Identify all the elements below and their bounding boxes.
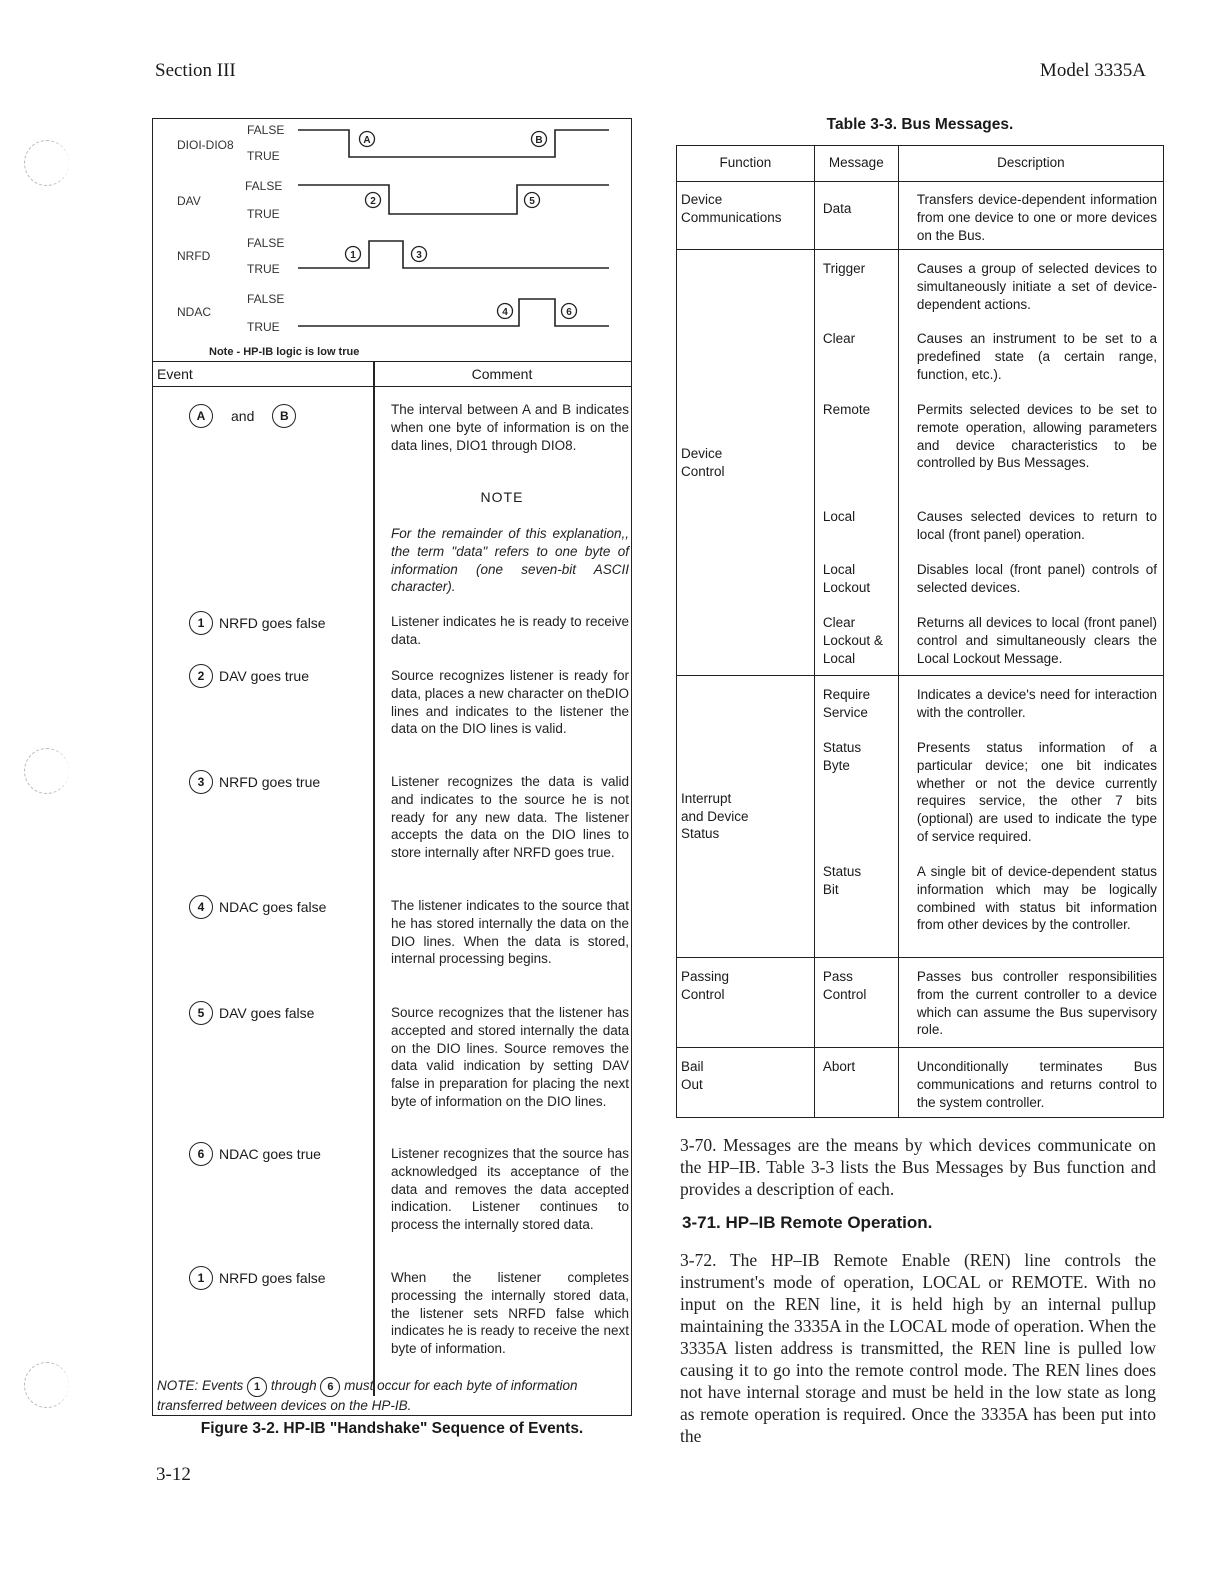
- message-cell: Trigger: [822, 261, 866, 276]
- event-label: NDAC goes false: [219, 899, 327, 915]
- event-comment: The interval between A and B indicates when one byte of information is on the data lines, DIO1 through DIO8.: [391, 402, 629, 453]
- event-label: NRFD goes false: [219, 615, 326, 631]
- description-cell: Indicates a device's need for interaction with the controller.: [916, 687, 1157, 720]
- marker-icon: 5: [189, 1001, 213, 1025]
- event-5: [189, 1001, 314, 1025]
- table-row: [677, 676, 1164, 958]
- message-cell: Data: [822, 201, 852, 216]
- event-label: NRFD goes true: [219, 774, 321, 790]
- punch-hole-mark: [24, 1362, 69, 1408]
- dav-waveform: [298, 185, 609, 214]
- marker-icon: 3: [189, 770, 213, 794]
- paragraph-3-70: 3-70. Messages are the means by which devices communicate on the HP–IB. Table 3-3 lists the Bus Messages by Bus function and provides a description of each.: [680, 1135, 1156, 1199]
- description-cell: Causes selected devices to return to local (front panel) operation.: [916, 509, 1157, 542]
- state-false-label: FALSE: [247, 292, 285, 306]
- marker-icon: 1: [189, 1266, 213, 1290]
- svg-text:B: B: [535, 135, 543, 146]
- message-cell: Remote: [822, 402, 871, 417]
- figure-footnote: [157, 1377, 627, 1415]
- ndac-waveform: [298, 299, 609, 326]
- table-title: Table 3-3. Bus Messages.: [826, 116, 1014, 133]
- table-row: [677, 958, 1164, 1048]
- event-comment: Source recognizes listener is ready for data, places a new character on theDIO lines and indicates to the listener the data on the DIO lines is valid.: [391, 668, 629, 737]
- event-label: DAV goes false: [219, 1005, 315, 1021]
- message-cell: Abort: [822, 1059, 856, 1074]
- message-cell: Pass Control: [822, 969, 867, 1002]
- state-true-label: TRUE: [247, 149, 280, 163]
- event-comment: Source recognizes that the listener has accepted and stored internally the data on the DIO lines. Source removes the data valid indication by setting DAV false in preparation for placing the next byte of information on the DIO lines.: [391, 1005, 629, 1109]
- punch-hole-mark: [24, 140, 69, 186]
- function-cell: Device Communications: [677, 182, 815, 250]
- message-cell: Status Byte: [822, 740, 862, 773]
- col-header-event: Event: [153, 361, 373, 387]
- paragraph-3-72: 3-72. The HP–IB Remote Enable (REN) line controls the instrument's mode of operation, LOCAL or REMOTE. With no input on the REN line, it is held high by an internal pullup maintaining the 3335A in the LOCAL mode of operation. When the 3335A listen address is transmitted, the REN line is pulled low causing it to go into the remote control mode. The REN lines does not have internal storage and must be held in the low state as long as remote operation is required. Once the 3335A has been put into the: [680, 1250, 1156, 1446]
- event-1-repeat: [189, 1266, 326, 1290]
- nrfd-waveform: [298, 241, 609, 268]
- marker-icon: 1: [189, 611, 213, 635]
- marker-icon: 2: [189, 664, 213, 688]
- footnote-mid: through: [270, 1378, 317, 1393]
- marker-icon: 6: [189, 1142, 213, 1166]
- logic-note: Note - HP-IB logic is low true: [209, 346, 360, 358]
- section-header: Section III: [155, 60, 236, 81]
- function-cell: Device Control: [681, 445, 725, 479]
- footnote-suffix: must occur for each byte of information transferred between devices on the HP-IB.: [157, 1378, 578, 1413]
- signal-label-ndac: NDAC: [177, 305, 212, 319]
- message-cell: Require Service: [822, 687, 871, 720]
- table-row: [677, 250, 1164, 676]
- timing-diagram: [153, 119, 633, 359]
- state-true-label: TRUE: [247, 262, 280, 276]
- handshake-figure: [152, 118, 632, 1416]
- state-false-label: FALSE: [247, 236, 285, 250]
- state-true-label: TRUE: [247, 320, 280, 334]
- svg-text:3: 3: [416, 250, 422, 261]
- col-header-message: Message: [814, 146, 898, 182]
- event-comment: The listener indicates to the source that he has stored internally the data on the DIO lines. When the data is stored, internal processing begins.: [391, 898, 629, 967]
- function-cell: Passing Control: [681, 969, 730, 1002]
- signal-label-nrfd: NRFD: [177, 249, 211, 263]
- event-a-b: [189, 404, 296, 428]
- description-cell: Causes an instrument to be set to a predefined state (a certain range, function, etc.).: [916, 331, 1157, 382]
- col-header-description: Description: [898, 146, 1163, 182]
- marker-icon: 4: [189, 895, 213, 919]
- event-2: [189, 664, 309, 688]
- state-true-label: TRUE: [247, 207, 280, 221]
- svg-text:6: 6: [566, 307, 572, 318]
- page-number: 3-12: [156, 1464, 191, 1485]
- description-cell: Presents status information of a particular device; one bit indicates whether or not the device currently requires service, the other 7 bits (optional) are used to indicate the type of service required.: [916, 740, 1157, 844]
- section-heading: 3-71. HP–IB Remote Operation.: [682, 1213, 933, 1232]
- table-row: [677, 182, 1164, 250]
- event-comment: Listener indicates he is ready to receive data.: [391, 614, 629, 647]
- col-header-function: Function: [677, 146, 815, 182]
- svg-text:4: 4: [502, 307, 508, 318]
- svg-text:1: 1: [350, 250, 356, 261]
- svg-text:2: 2: [370, 196, 376, 207]
- description-cell: Unconditionally terminates Bus communications and returns control to the system controller.: [916, 1059, 1157, 1110]
- table-row: [677, 1048, 1164, 1118]
- signal-label-dio: DIOI-DIO8: [177, 138, 234, 152]
- column-divider: [373, 361, 375, 1396]
- event-3: [189, 770, 320, 794]
- event-6: [189, 1142, 321, 1166]
- description-cell: Returns all devices to local (front panel) control and simultaneously clears the Local Lockout Message.: [916, 615, 1157, 666]
- event-1: [189, 611, 326, 635]
- event-comment: When the listener completes processing the internally stored data, the listener sets NRFD false which indicates he is ready to receive the next byte of information.: [391, 1270, 629, 1357]
- note-heading: NOTE: [480, 489, 524, 505]
- col-header-comment: Comment: [373, 361, 631, 387]
- message-cell: Status Bit: [822, 864, 862, 897]
- event-comment: Listener recognizes the data is valid and indicates to the source he is not ready for any new data. The listener accepts the data on the DIO lines to store internally after NRFD goes true.: [391, 774, 629, 861]
- marker-icon: 1: [247, 1377, 267, 1397]
- message-cell: Clear: [822, 331, 856, 346]
- footnote-prefix: NOTE: Events: [157, 1378, 244, 1393]
- svg-text:A: A: [363, 135, 371, 146]
- figure-caption: Figure 3-2. HP-IB "Handshake" Sequence of Events.: [200, 1420, 584, 1437]
- description-cell: Permits selected devices to be set to remote operation, allowing parameters and device characteristics to be controlled by Bus Messages.: [916, 402, 1157, 471]
- event-label: NRFD goes false: [219, 1270, 326, 1286]
- bus-messages-table: [676, 145, 1164, 1118]
- marker-icon: A: [189, 404, 213, 428]
- state-false-label: FALSE: [247, 123, 285, 137]
- event-label: DAV goes true: [219, 668, 310, 684]
- message-cell: Local Lockout: [822, 562, 871, 595]
- description-cell: Causes a group of selected devices to simultaneously initiate a set of device-dependent actions.: [916, 261, 1157, 312]
- event-4: [189, 895, 326, 919]
- event-comment: Listener recognizes that the source has acknowledged its acceptance of the data and removes the data accepted indication. Listener continues to process the internally stored data.: [391, 1146, 629, 1233]
- event-label: NDAC goes true: [219, 1146, 321, 1162]
- description-cell: Passes bus controller responsibilities from the current controller to a device which can assume the Bus supervisory role.: [916, 969, 1157, 1038]
- description-cell: Disables local (front panel) controls of selected devices.: [916, 562, 1157, 595]
- signal-label-dav: DAV: [177, 194, 201, 208]
- state-false-label: FALSE: [245, 179, 283, 193]
- description-cell: A single bit of device-dependent status information which may be logically combined with status bit information from other devices by the controller.: [916, 864, 1157, 933]
- message-cell: Clear Lockout & Local: [822, 615, 883, 666]
- svg-text:5: 5: [529, 196, 535, 207]
- model-header: Model 3335A: [1039, 60, 1146, 81]
- dio-waveform: [298, 130, 609, 157]
- marker-icon: B: [272, 404, 296, 428]
- message-cell: Local: [822, 509, 856, 524]
- function-cell: Bail Out: [681, 1059, 704, 1092]
- punch-hole-mark: [24, 748, 69, 794]
- function-cell: Interrupt and Device Status: [681, 790, 749, 842]
- description-cell: Transfers device-dependent information from one device to one or more devices on the Bus.: [916, 192, 1157, 243]
- event-joiner: and: [231, 408, 255, 424]
- marker-icon: 6: [320, 1377, 340, 1397]
- note-text: For the remainder of this explanation,, the term "data" refers to one byte of information (one seven-bit ASCII character).: [391, 526, 629, 595]
